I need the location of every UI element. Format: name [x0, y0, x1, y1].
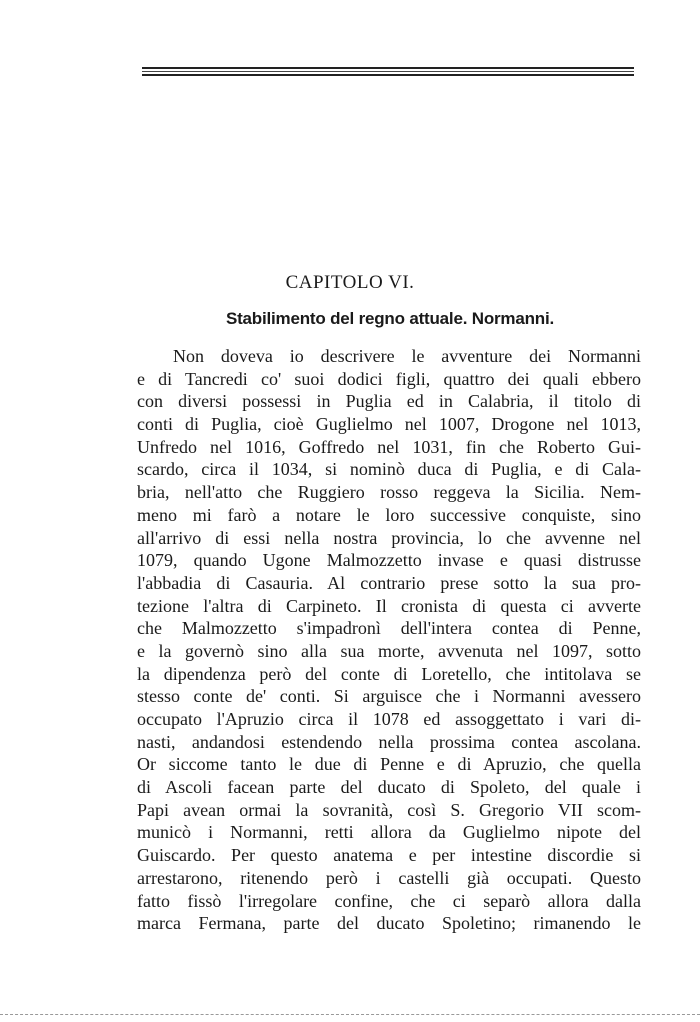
- text-line: l'abbadia di Casauria. Al contrario prese sotto la sua pro-: [137, 572, 641, 593]
- text-line: occupato l'Apruzio circa il 1078 ed assoggettato i vari di-: [137, 709, 641, 729]
- text-line: Unfredo nel 1016, Goffredo nel 1031, fin che Roberto Gui-: [137, 436, 641, 457]
- text-line: e la governò sino alla sua morte, avvenuta nel 1097, sotto: [137, 640, 641, 661]
- text-line: nasti, andandosi estendendo nella prossima contea ascolana.: [137, 731, 641, 752]
- text-line: marca Fermana, parte del ducato Spoletino; rimanendo le: [137, 913, 641, 934]
- text-line: e di Tancredi co' suoi dodici figli, quattro dei quali ebbero: [137, 368, 641, 389]
- chapter-title: CAPITOLO VI.: [285, 272, 415, 293]
- text-line: arrestarono, ritenendo però i castelli già occupati. Questo: [137, 867, 641, 888]
- body-paragraph: [137, 345, 641, 935]
- text-line: la dipendenza però del conte di Loretello, che intitolava se: [137, 663, 641, 684]
- text-line: bria, nell'atto che Ruggiero rosso reggeva la Sicilia. Nem-: [137, 482, 641, 503]
- text-line: fatto fissò l'irregolare confine, che ci separò allora dalla: [137, 890, 641, 911]
- chapter-subtitle: Stabilimento del regno attuale. Normanni.: [225, 309, 555, 328]
- text-line: 1079, quando Ugone Malmozzetto invase e quasi distrusse: [137, 550, 641, 571]
- page-bottom-edge: [0, 1014, 700, 1017]
- text-line: con diversi possessi in Puglia ed in Calabria, il titolo di: [137, 391, 641, 412]
- text-line: Non doveva io descrivere le avventure dei Normanni: [173, 346, 641, 366]
- text-line: meno mi farò a notare le loro successive conquiste, sino: [137, 504, 641, 525]
- text-line: Or siccome tanto le due di Penne e di Apruzio, che quella: [137, 754, 641, 775]
- text-line: Guiscardo. Per questo anatema e per intestine discordie si: [137, 845, 641, 866]
- text-line: tezione l'altra di Carpineto. Il cronista di questa ci avverte: [137, 595, 641, 616]
- text-line: municò i Normanni, retti allora da Guglielmo nipote del: [137, 822, 641, 843]
- text-line: scardo, circa il 1034, si nominò duca di Puglia, e di Cala-: [137, 459, 641, 480]
- text-line: stesso conte de' conti. Si arguisce che i Normanni avessero: [137, 686, 641, 707]
- text-line: Papi avean ormai la sovranità, così S. Gregorio VII scom-: [137, 799, 641, 820]
- text-line: che Malmozzetto s'impadronì dell'intera contea di Penne,: [137, 618, 641, 639]
- text-line: di Ascoli facean parte del ducato di Spoleto, del quale i: [137, 777, 641, 798]
- text-line: all'arrivo di essi nella nostra provincia, lo che avvenne nel: [137, 527, 641, 548]
- header-double-rule: [142, 67, 634, 76]
- text-line: conti di Puglia, cioè Guglielmo nel 1007, Drogone nel 1013,: [137, 414, 641, 435]
